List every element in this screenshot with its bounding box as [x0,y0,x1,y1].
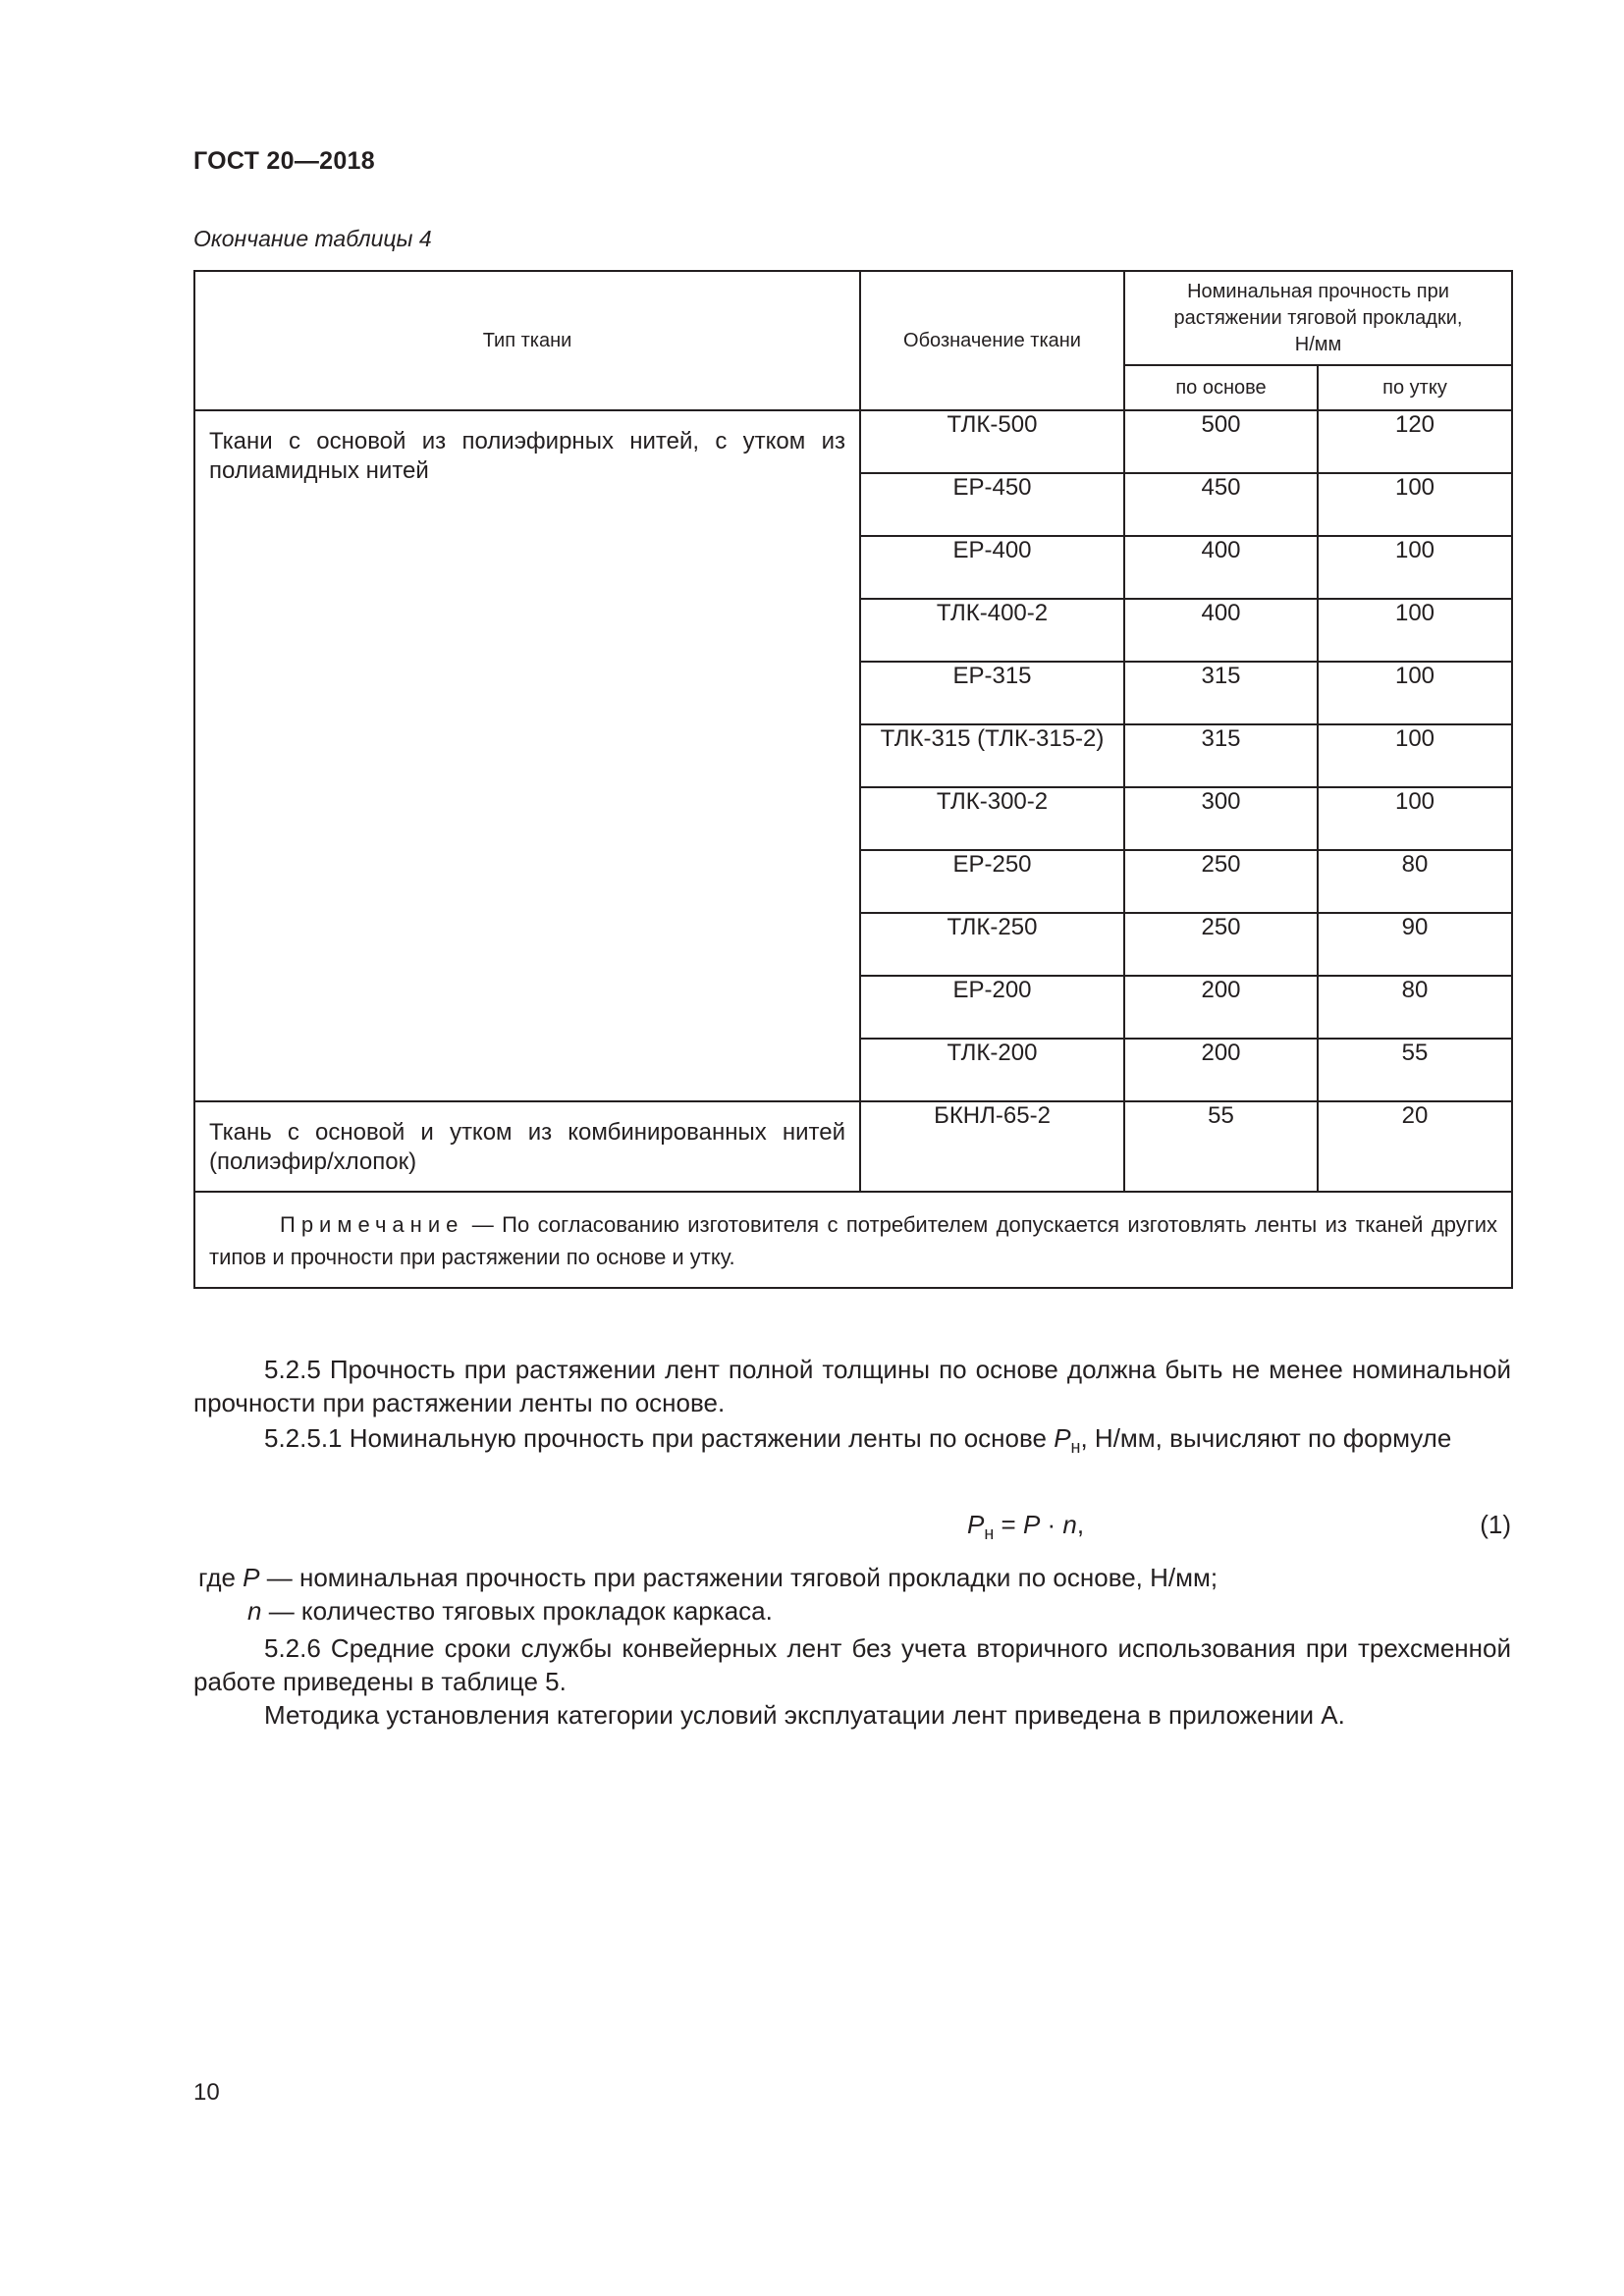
designation-cell: ЕР-315 [860,662,1124,724]
paragraph-5-2-6-text: 5.2.6 Средние сроки службы конвейерных лент без учета вторичного использования при трехсменной работе приведены в таблице 5. [193,1633,1511,1696]
paragraph-5-2-6 [193,1631,1511,1698]
col-header-type: Тип ткани [194,271,860,410]
weft-strength-cell: 100 [1318,662,1512,724]
weft-strength-cell: 80 [1318,976,1512,1039]
page-number: 10 [193,2079,220,2106]
table-caption: Окончание таблицы 4 [193,226,432,251]
designation-cell: ТЛК-315 (ТЛК-315-2) [860,724,1124,787]
designation-cell: БКНЛ-65-2 [860,1101,1124,1192]
warp-strength-cell: 250 [1124,913,1318,976]
note-text: — По согласованию изготовителя с потребителем допускается изготовлять ленты из тканей других типов и прочности при растяжении по основе и утку. [209,1212,1498,1269]
col-header-weft: по утку [1318,365,1512,410]
weft-strength-cell: 90 [1318,913,1512,976]
warp-strength-cell: 200 [1124,1039,1318,1101]
warp-strength-cell: 400 [1124,536,1318,599]
symbol-p-nominal: P [1054,1423,1071,1453]
designation-cell: ЕР-400 [860,536,1124,599]
table-row [194,1101,1512,1192]
designation-cell: ТЛК-250 [860,913,1124,976]
weft-strength-cell: 100 [1318,724,1512,787]
weft-strength-cell: 80 [1318,850,1512,913]
designation-cell: ТЛК-400-2 [860,599,1124,662]
fabric-type-cell: Ткани с основой из полиэфирных нитей, с утком из полиамидных нитей [194,410,860,1101]
paragraph-5-2-5 [193,1353,1511,1419]
warp-strength-cell: 400 [1124,599,1318,662]
formula-number: (1) [1480,1510,1511,1539]
warp-strength-cell: 250 [1124,850,1318,913]
document-header: ГОСТ 20—2018 [193,147,375,175]
warp-strength-cell: 315 [1124,662,1318,724]
weft-strength-cell: 100 [1318,473,1512,536]
col-header-designation: Обозначение ткани [860,271,1124,410]
designation-cell: ТЛК-500 [860,410,1124,473]
where-p: где P — номинальная прочность при растяжении тяговой прокладки по основе, Н/мм; [198,1563,1218,1592]
weft-strength-cell: 120 [1318,410,1512,473]
designation-cell: ЕР-200 [860,976,1124,1039]
col-header-strength: Номинальная прочность при растяжении тяговой прокладки, Н/мм [1124,271,1512,365]
warp-strength-cell: 200 [1124,976,1318,1039]
table-body [194,410,1512,1192]
formula-1 [193,1510,1511,1545]
paragraph-5-2-5-text: 5.2.5 Прочность при растяжении лент полной толщины по основе должна быть не менее номинальной прочности при растяжении ленты по основе. [193,1355,1511,1417]
weft-strength-cell: 100 [1318,536,1512,599]
designation-cell: ЕР-250 [860,850,1124,913]
where-n: n — количество тяговых прокладок каркаса. [247,1596,773,1626]
warp-strength-cell: 55 [1124,1101,1318,1192]
table-note [194,1192,1512,1288]
designation-cell: ЕР-450 [860,473,1124,536]
weft-strength-cell: 100 [1318,599,1512,662]
table-row [194,410,1512,473]
fabric-type-cell: Ткань с основой и утком из комбинированных нитей (полиэфир/хлопок) [194,1101,860,1192]
warp-strength-cell: 450 [1124,473,1318,536]
designation-cell: ТЛК-200 [860,1039,1124,1101]
note-label: Примечание [280,1212,464,1237]
weft-strength-cell: 100 [1318,787,1512,850]
formula-expression: $P_н = P \cdot n$, [967,1510,1085,1544]
paragraph-method-text: Методика установления категории условий эксплуатации лент приведена в приложении А. [264,1700,1345,1730]
warp-strength-cell: 300 [1124,787,1318,850]
designation-cell: ТЛК-300-2 [860,787,1124,850]
weft-strength-cell: 55 [1318,1039,1512,1101]
paragraph-5-2-5-1 [193,1421,1511,1464]
weft-strength-cell: 20 [1318,1101,1512,1192]
paragraph-method [193,1698,1511,1732]
warp-strength-cell: 500 [1124,410,1318,473]
fabric-strength-table [193,270,1513,1289]
warp-strength-cell: 315 [1124,724,1318,787]
col-header-warp: по основе [1124,365,1318,410]
paragraph-5-2-5-1-text: 5.2.5.1 Номинальную прочность при растяжении ленты по основе $P_н$, Н/мм, вычисляют по формуле [264,1423,1452,1458]
